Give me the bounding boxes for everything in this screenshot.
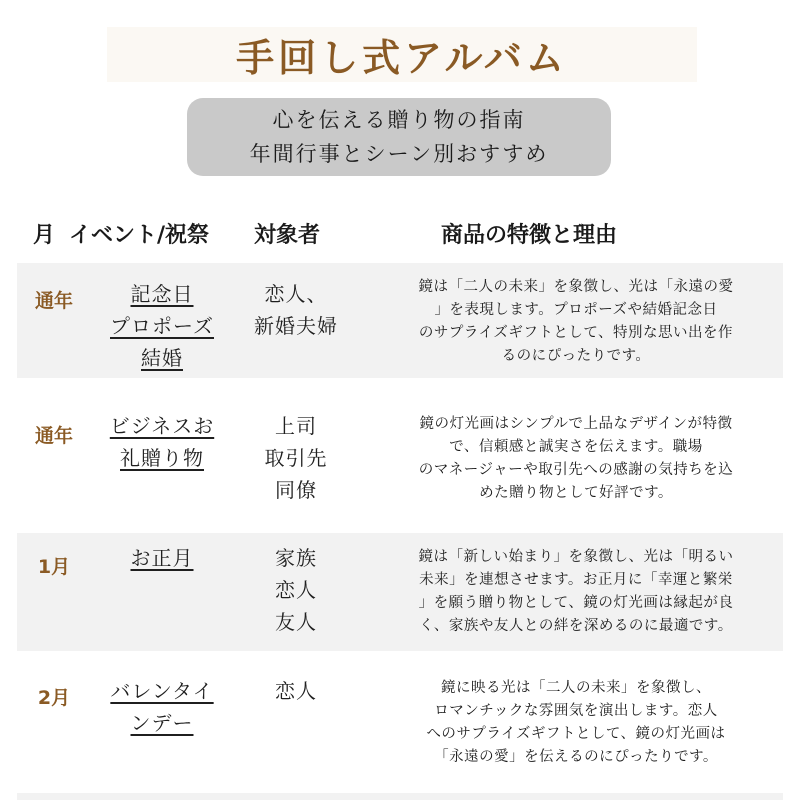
reason-line: のマネージャーや取引先への感謝の気持ちを込 [418, 462, 734, 478]
row-month: 2月 [37, 687, 71, 709]
table-bottom-edge [17, 793, 783, 800]
row-reason [366, 413, 786, 505]
row-target [236, 542, 356, 638]
target-line: 友人 [275, 610, 317, 634]
reason-line: 「永遠の愛」を伝えるのにぴったりです。 [434, 749, 718, 765]
row-target [236, 410, 356, 506]
row-reason [366, 677, 786, 769]
target-line: 取引先 [264, 446, 328, 470]
target-line: 同僚 [275, 478, 317, 502]
target-line: 新婚夫婦 [254, 314, 338, 338]
target-line: 上司 [275, 414, 317, 438]
target-line: 恋人 [275, 578, 317, 602]
event-line: バレンタイ [110, 679, 214, 703]
subtitle-line-2: 年間行事とシーン別おすすめ [249, 142, 549, 166]
row-event [92, 542, 232, 574]
reason-line: へのサプライズギフトとして、鏡の灯光画は [426, 726, 726, 742]
target-line: 恋人、 [264, 282, 328, 306]
reason-line: めた贈り物として好評です。 [479, 485, 673, 501]
subtitle-line-1: 心を伝える贈り物の指南 [272, 108, 526, 132]
header-month: 月 [33, 222, 56, 248]
row-reason [366, 546, 786, 638]
event-line: 記念日 [130, 282, 194, 306]
page-title: 手回し式アルバム [236, 36, 568, 80]
reason-line: 鏡に映る光は「二人の未来」を象徴し、 [441, 680, 711, 696]
event-line: お正月 [130, 546, 194, 570]
row-event [92, 675, 232, 739]
row-month: 1月 [37, 556, 71, 578]
reason-line: 鏡は「二人の未来」を象徴し、光は「永遠の愛 [418, 279, 734, 295]
subtitle-box [187, 98, 611, 176]
row-target [236, 675, 356, 707]
header-target: 対象者 [254, 222, 321, 248]
reason-line: るのにぴったりです。 [501, 348, 651, 364]
reason-line: のサプライズギフトとして、特別な思い出を作 [418, 325, 734, 341]
row-event [92, 410, 232, 474]
reason-line: 鏡は「新しい始まり」を象徴し、光は「明るい [418, 549, 734, 565]
reason-line: 未来」を連想させます。お正月に「幸運と繁栄 [419, 572, 733, 588]
reason-line: ロマンチックな雰囲気を演出します。恋人 [434, 703, 718, 719]
target-line: 家族 [275, 546, 317, 570]
row-month: 通年 [34, 290, 73, 312]
reason-line: 」を願う贈り物として、鏡の灯光画は縁起が良 [418, 595, 734, 611]
event-line: ビジネスお [109, 414, 215, 438]
header-event: イベント/祝祭 [69, 222, 210, 248]
event-line: プロポーズ [110, 314, 214, 338]
row-event [92, 278, 232, 374]
target-line: 恋人 [275, 679, 317, 703]
event-line: 礼贈り物 [120, 446, 204, 470]
row-target [236, 278, 356, 342]
reason-line: 鏡の灯光画はシンプルで上品なデザインが特徴 [419, 416, 733, 432]
reason-line: で、信頼感と誠実さを伝えます。職場 [449, 439, 703, 455]
row-reason [366, 276, 786, 368]
reason-line: く、家族や友人との絆を深めるのに最適です。 [419, 618, 733, 634]
event-line: ンデー [130, 711, 194, 735]
reason-line: 」を表現します。プロポーズや結婚記念日 [434, 302, 718, 318]
header-reason: 商品の特徴と理由 [441, 222, 618, 248]
row-month: 通年 [34, 425, 73, 447]
event-line: 結婚 [141, 346, 183, 370]
